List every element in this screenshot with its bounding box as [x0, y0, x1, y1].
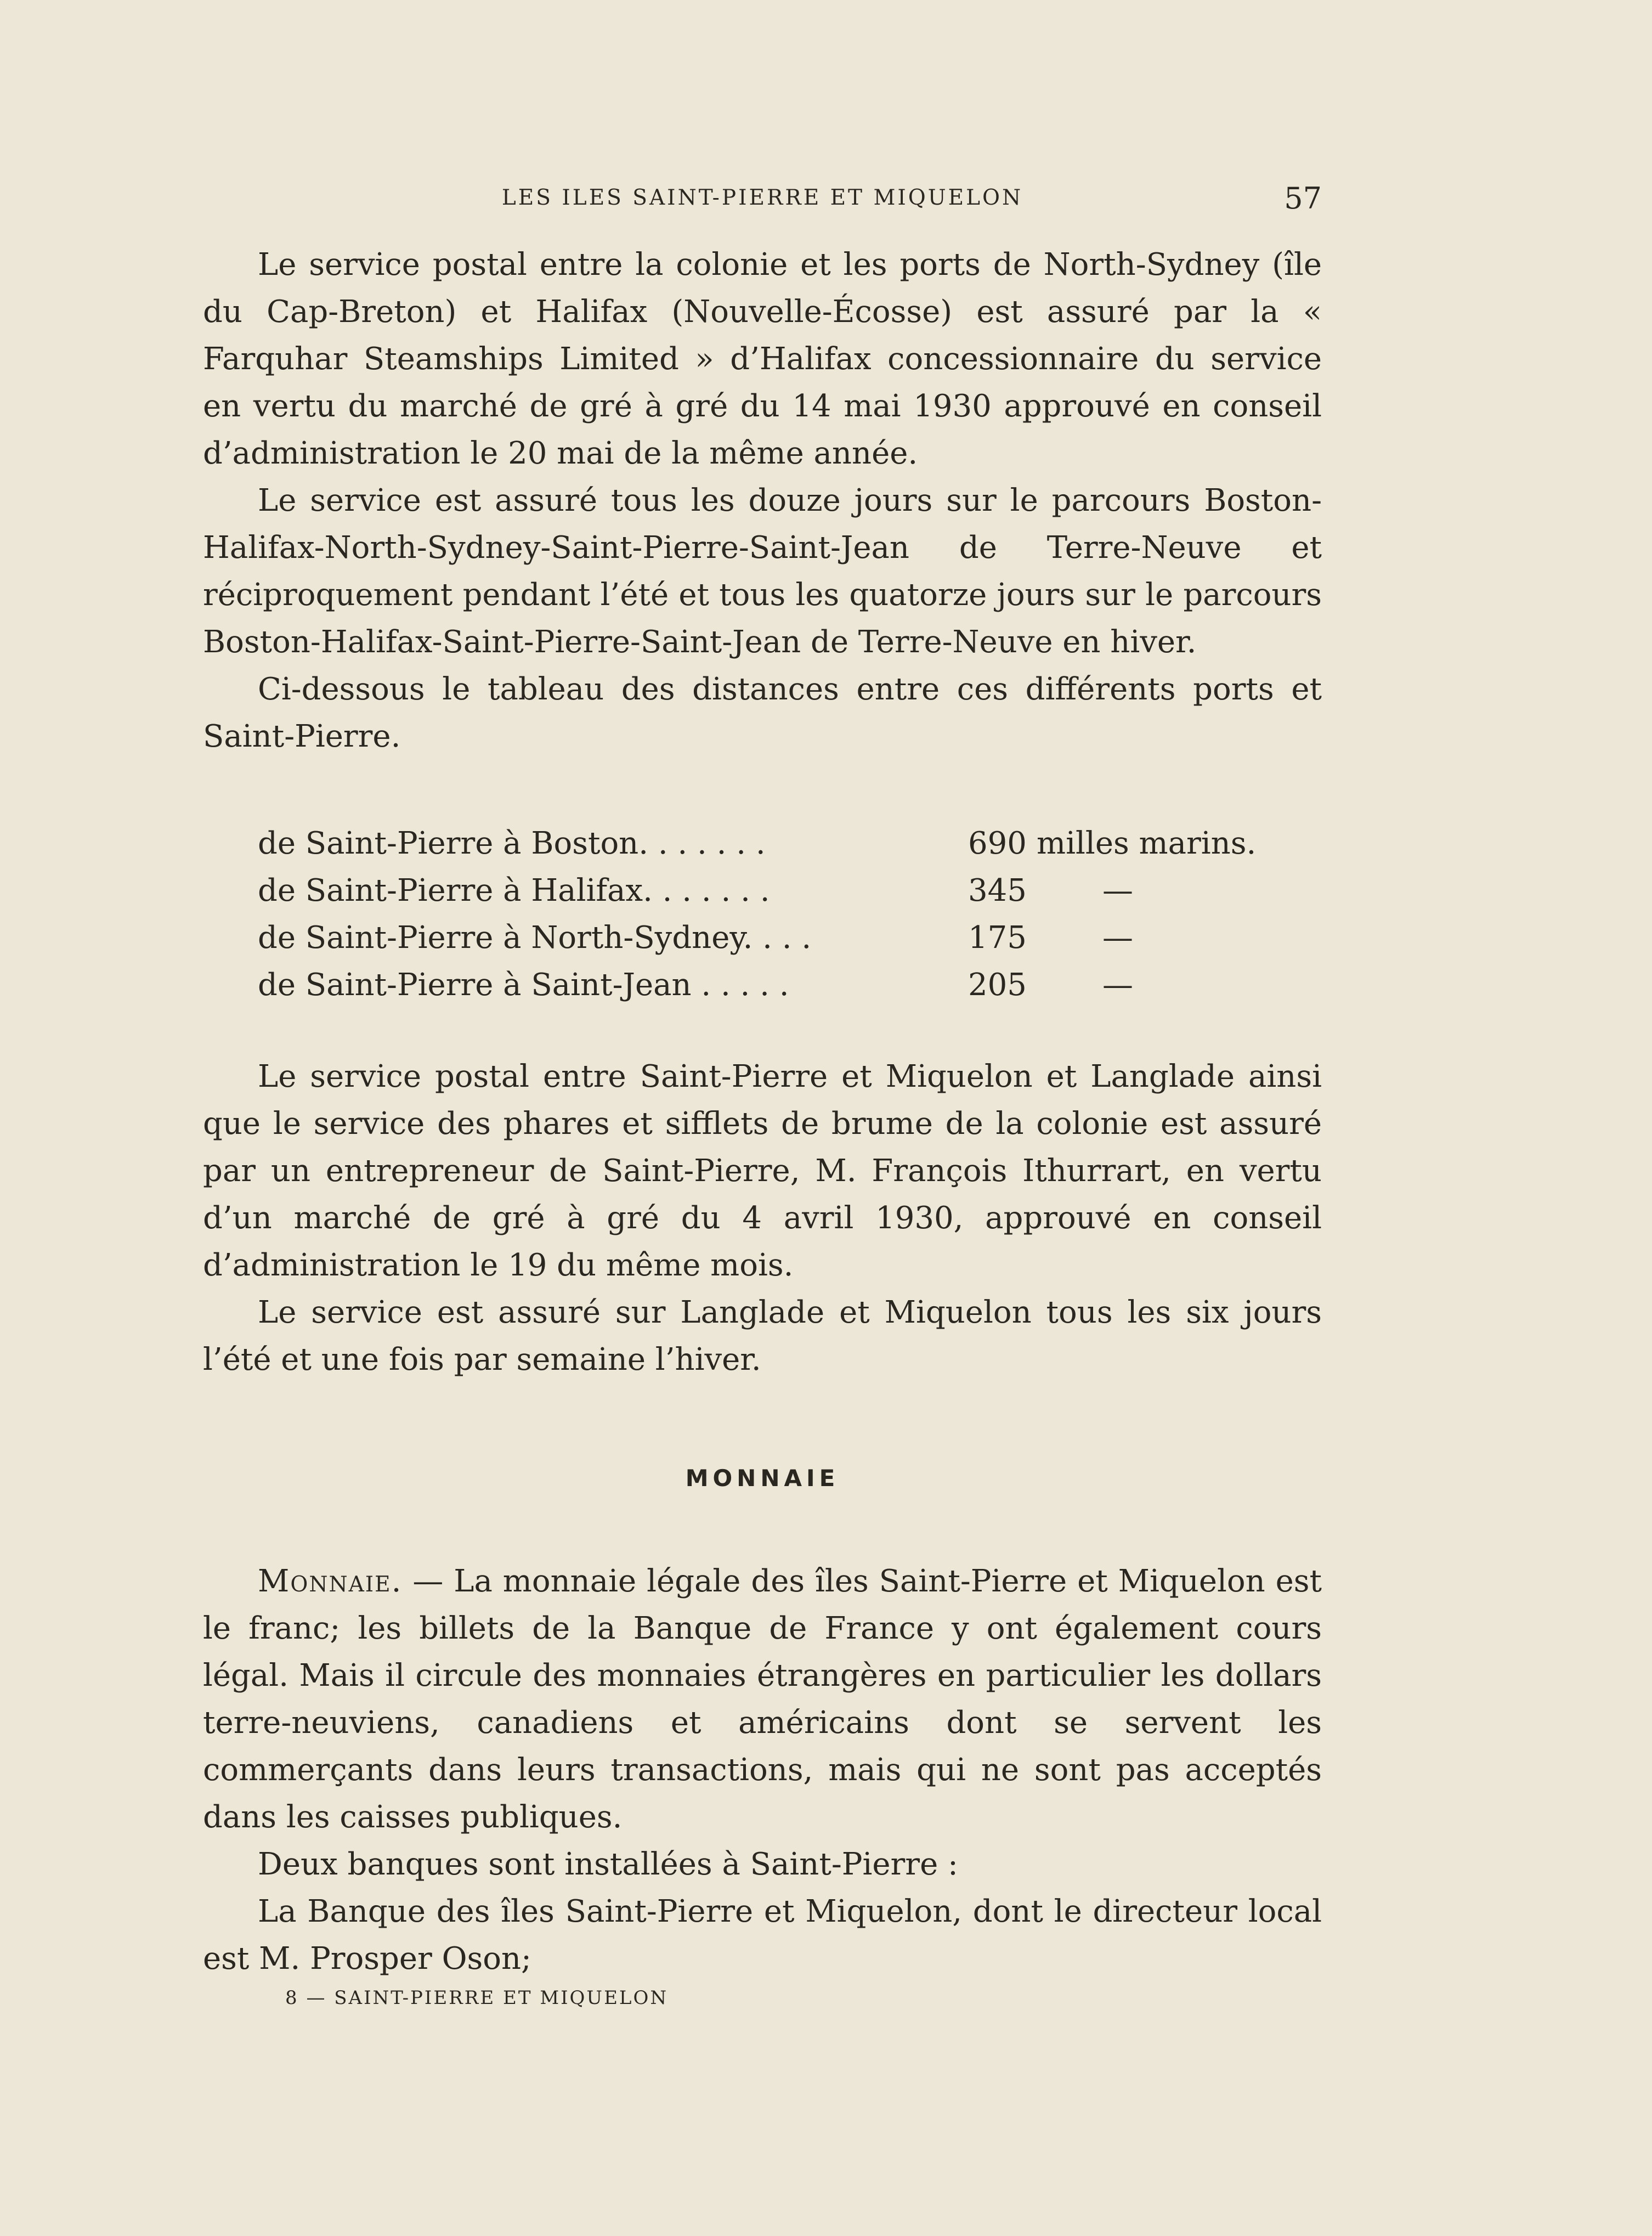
distance-route: de Saint-Pierre à North-Sydney. . . . [258, 920, 812, 956]
distance-unit: — [1102, 967, 1133, 1003]
distance-value: 690 [968, 826, 1027, 861]
distance-row [258, 873, 1267, 920]
distance-route: de Saint-Pierre à Halifax. . . . . . . [258, 873, 770, 908]
paragraph-currency [203, 1558, 1322, 1841]
distance-table [258, 826, 1267, 1014]
paragraph-local-postal: Le service postal entre Saint-Pierre et Miquelon et Langlade ainsi que le service des phares et sifflets de brume de la colonie est assuré par un entrepreneur de Saint-Pierre, M. François Ithurrart, en vertu d’un marché de gré à gré du 4 avril 1930, approuvé en conseil d’administration le 19 du même mois. [203, 1059, 1322, 1283]
page-header [203, 181, 1322, 214]
distance-value: 345 [968, 873, 1027, 908]
distance-row [258, 920, 1267, 967]
distance-value: 175 [968, 920, 1027, 956]
paragraph-distance-intro: Ci-dessous le tableau des distances entre ces différents ports et Saint-Pierre. [203, 671, 1322, 754]
distance-value: 205 [968, 967, 1027, 1003]
intro-section [203, 241, 1322, 760]
money-paragraph-rest: — La monnaie légale des îles Saint-Pierre et Miquelon est le franc; les billets de la Banque de France y ont également cours légal. Mais il circule des monnaies étrangères en particulier les dollars terre-neuviens, canadiens et américains dont se servent les commerçants dans leurs transactions, mais qui ne sont pas acceptés dans les caisses publiques. [203, 1563, 1322, 1835]
distance-route: de Saint-Pierre à Saint-Jean . . . . . [258, 967, 789, 1003]
section-heading-monnaie: MONNAIE [685, 1465, 840, 1492]
distance-unit: — [1102, 920, 1133, 956]
distance-row [258, 826, 1267, 873]
money-section [203, 1558, 1322, 1983]
paragraph-service-schedule: Le service est assuré tous les douze jours sur le parcours Boston-Halifax-North-Sydney-Saint-Pierre-Saint-Jean de Terre-Neuve et réciproquement pendant l’été et tous les quatorze jours sur le parcours Boston-Halifax-Saint-Pierre-Saint-Jean de Terre-Neuve en hiver. [203, 483, 1322, 660]
page-number: 57 [1284, 181, 1322, 216]
distance-unit: — [1102, 873, 1133, 908]
paragraph-local-schedule: Le service est assuré sur Langlade et Miquelon tous les six jours l’été et une fois par semaine l’hiver. [203, 1295, 1322, 1377]
local-service-section [203, 1053, 1322, 1384]
signature-footer: 8 — SAINT-PIERRE ET MIQUELON [285, 1987, 669, 2009]
distance-route: de Saint-Pierre à Boston. . . . . . . [258, 826, 766, 861]
paragraph-postal-service: Le service postal entre la colonie et les ports de North-Sydney (île du Cap-Breton) et Halifax (Nouvelle-Écosse) est assuré par la « Farquhar Steamships Limited » d’Halifax concessionnaire du service en vertu du marché de gré à gré du 14 mai 1930 approuvé en conseil d’administration le 20 mai de la même année. [203, 247, 1322, 471]
distance-unit: milles marins. [1037, 826, 1257, 861]
paragraph-banks-intro: Deux banques sont installées à Saint-Pierre : [258, 1847, 958, 1882]
distance-row [258, 967, 1267, 1014]
paragraph-bank-entry: La Banque des îles Saint-Pierre et Miquelon, dont le directeur local est M. Prosper Oson; [203, 1894, 1322, 1977]
money-lead: Monnaie. [258, 1563, 403, 1599]
running-title: LES ILES SAINT-PIERRE ET MIQUELON [501, 185, 1023, 210]
